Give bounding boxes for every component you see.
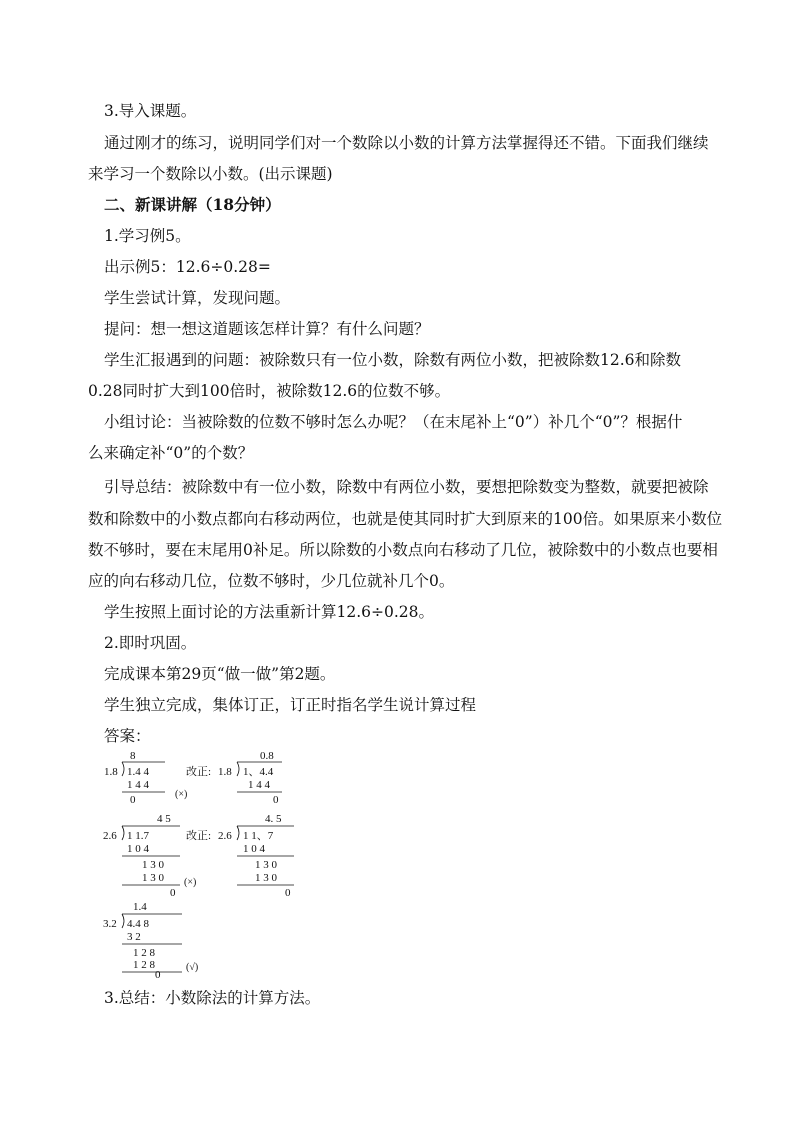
divisor: 1.8	[218, 766, 232, 778]
partial-dividend: 1 3 0	[142, 859, 164, 871]
product: 1 0 4	[127, 843, 149, 855]
paragraph-line: 小组讨论：当被除数的位数不够时怎么办呢？（在末尾补上“0”）补几个“0”？根据什	[104, 413, 683, 431]
section-heading-intro: 3.导入课题。	[104, 102, 197, 120]
remainder: 0	[155, 969, 161, 978]
division-1-correction	[186, 750, 282, 806]
paragraph-line: 么来确定补“0”的个数？	[88, 444, 254, 462]
division-3	[103, 901, 198, 978]
remainder: 0	[170, 887, 176, 899]
dividend: 1 1.7	[127, 830, 149, 842]
paragraph-line: 数不够时，要在末尾用0补足。所以除数的小数点向右移动了几位，被除数中的小数点也要相	[88, 541, 718, 559]
dividend: 1.4 4	[127, 766, 149, 778]
paragraph-line: 完成课本第29页“做一做”第2题。	[104, 665, 336, 683]
product: 1 4 4	[248, 779, 270, 791]
divisor: 3.2	[103, 918, 117, 930]
paragraph-line: 通过刚才的练习，说明同学们对一个数除以小数的计算方法掌握得还不错。下面我们继续	[104, 134, 709, 152]
answer-figure	[100, 748, 330, 982]
correction-label: 改正:	[186, 766, 212, 778]
paragraph-line: 应的向右移动几位，位数不够时，少几位就补几个0。	[88, 572, 455, 590]
division-2-correction	[186, 813, 294, 899]
divisor: 1.8	[104, 766, 118, 778]
paragraph-line: 0.28同时扩大到100倍时，被除数12.6的位数不够。	[88, 382, 451, 400]
paragraph-line: 学生尝试计算，发现问题。	[104, 289, 291, 307]
answers-label: 答案：	[104, 727, 151, 745]
partial-dividend: 1 2 8	[133, 947, 155, 959]
divisor: 2.6	[103, 830, 117, 842]
product: 3 2	[127, 931, 141, 943]
long-division-figure	[100, 748, 330, 978]
product: 1 2 8	[133, 959, 155, 971]
paragraph-line: 提问：想一想这道题该怎样计算？有什么问题？	[104, 320, 430, 338]
remainder: 0	[285, 887, 291, 899]
product: 1 4 4	[127, 779, 149, 791]
wrong-mark: (×)	[175, 789, 188, 800]
product: 1 3 0	[142, 872, 164, 884]
subheading-practice: 2.即时巩固。	[104, 634, 197, 652]
division-2	[103, 813, 196, 899]
paragraph-line: 学生按照上面讨论的方法重新计算12.6÷0.28。	[104, 603, 435, 621]
summary-line: 3.总结：小数除法的计算方法。	[104, 989, 321, 1007]
product: 1 3 0	[255, 872, 277, 884]
partial-dividend: 1 3 0	[255, 859, 277, 871]
paragraph-line: 出示例5：12.6÷0.28=	[104, 258, 271, 276]
section-heading-new-lesson: 二、新课讲解（18分钟）	[104, 195, 281, 214]
quotient: 4 5	[157, 813, 171, 825]
quotient: 8	[130, 750, 136, 762]
product: 1 0 4	[243, 843, 265, 855]
remainder: 0	[273, 794, 279, 806]
paragraph-line: 数和除数中的小数点都向右移动两位，也就是使其同时扩大到原来的100倍。如果原来小数位	[88, 510, 723, 528]
quotient: 4. 5	[265, 813, 282, 825]
quotient: 0.8	[260, 750, 274, 762]
correction-label: 改正:	[186, 830, 212, 842]
dividend: 4.4 8	[127, 918, 149, 930]
paragraph-line: 来学习一个数除以小数。(出示课题)	[88, 165, 333, 183]
correct-mark: (√)	[186, 962, 199, 973]
dividend: 1 1、7	[243, 830, 274, 842]
wrong-mark: (×)	[184, 877, 197, 888]
paragraph-line: 学生独立完成，集体订正，订正时指名学生说计算过程	[104, 696, 477, 714]
paragraph-line: 引导总结：被除数中有一位小数，除数中有两位小数，要想把除数变为整数，就要把被除	[104, 478, 709, 496]
quotient: 1.4	[133, 901, 147, 913]
dividend: 1、4.4	[243, 766, 274, 778]
remainder: 0	[130, 794, 136, 806]
divisor: 2.6	[218, 830, 232, 842]
paragraph-line: 学生汇报遇到的问题：被除数只有一位小数，除数有两位小数，把被除数12.6和除数	[104, 351, 682, 369]
subheading-example-5: 1.学习例5。	[104, 227, 191, 245]
division-1	[104, 750, 187, 806]
